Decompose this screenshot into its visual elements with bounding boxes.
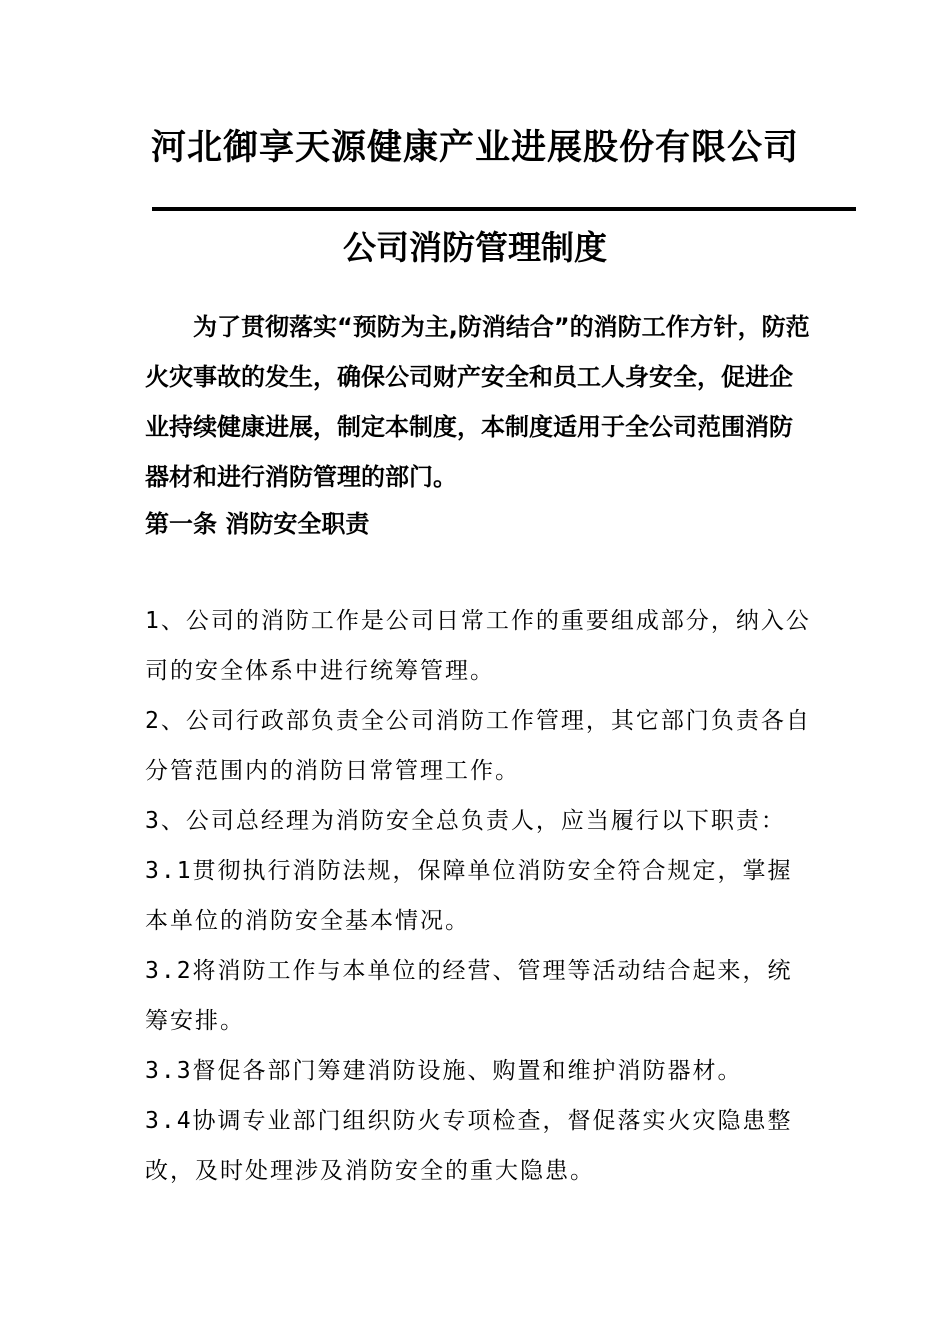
- header-divider: [152, 207, 856, 211]
- section-heading: 第一条 消防安全职责: [145, 510, 370, 538]
- clause-list: [145, 596, 813, 1196]
- clause-item: 3.4协调专业部门组织防火专项检查，督促落实火灾隐患整改，及时处理涉及消防安全的重大隐患。: [145, 1108, 793, 1184]
- clause-item: 3.1贯彻执行消防法规，保障单位消防安全符合规定，掌握本单位的消防安全基本情况。: [145, 858, 793, 934]
- clause-item: 1、公司的消防工作是公司日常工作的重要组成部分，纳入公司的安全体系中进行统筹管理。: [145, 608, 811, 684]
- company-name: 河北御享天源健康产业进展股份有限公司: [150, 127, 799, 168]
- intro-paragraph: 为了贯彻落实“预防为主,防消结合”的消防工作方针，防范火灾事故的发生，确保公司财产安全和员工人身安全，促进企业持续健康进展，制定本制度，本制度适用于全公司范围消防器材和进行消防管理的部门。: [145, 313, 810, 491]
- clause-item: 3、公司总经理为消防安全总负责人，应当履行以下职责：: [145, 808, 786, 834]
- document-title: 公司消防管理制度: [343, 228, 607, 267]
- clause-item: 3.3督促各部门筹建消防设施、购置和维护消防器材。: [145, 1058, 743, 1084]
- clause-item: 3.2将消防工作与本单位的经营、管理等活动结合起来，统筹安排。: [145, 958, 793, 1034]
- clause-item: 2、公司行政部负责全公司消防工作管理，其它部门负责各自分管范围内的消防日常管理工作。: [145, 708, 811, 784]
